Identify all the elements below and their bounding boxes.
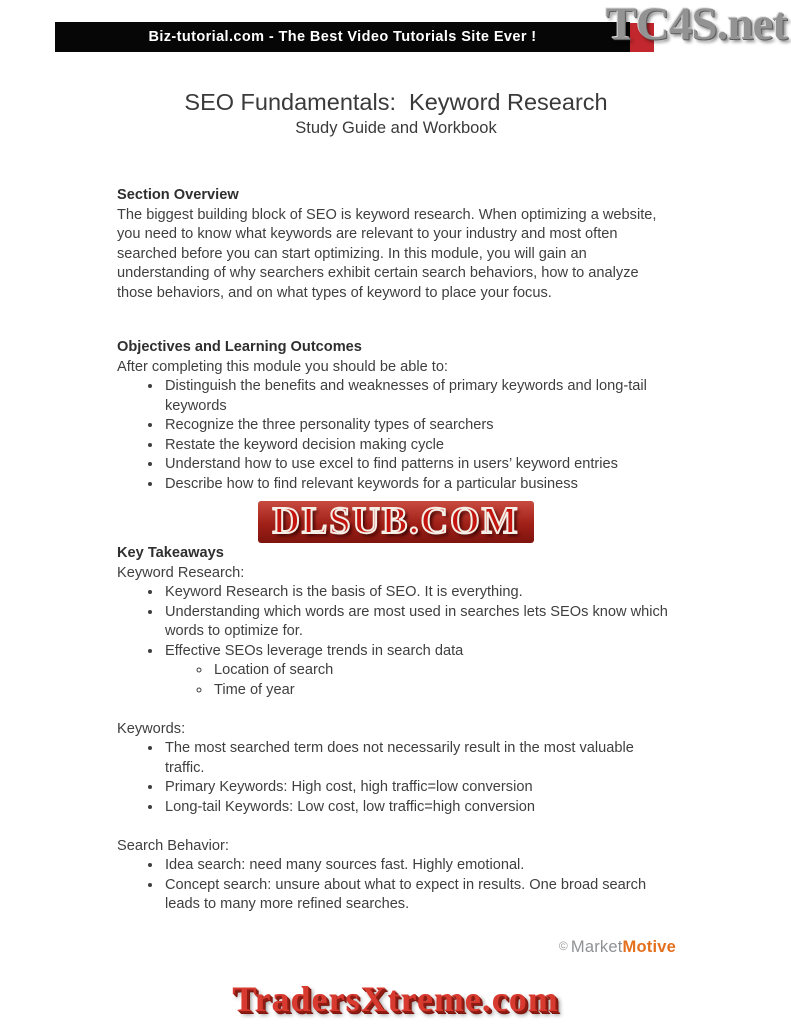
list-item: • Recognize the three personality types of searchers <box>163 416 675 436</box>
keyword-research-subheading: Keyword Research: <box>117 564 245 581</box>
sub-list-item: ◦ Time of year <box>212 681 675 701</box>
tc4s-watermark: TC4S.net <box>605 0 787 50</box>
list-item: • Restate the keyword decision making cycle <box>163 436 675 456</box>
list-item-text: Effective SEOs leverage trends in search data <box>165 642 464 659</box>
copyright-icon: © <box>558 939 568 953</box>
list-item: • Keyword Research is the basis of SEO. It is everything. <box>163 583 675 603</box>
objectives-intro: After completing this module you should be able to: <box>117 358 448 375</box>
top-banner <box>55 22 630 52</box>
list-item: • The most searched term does not necessarily result in the most valuable traffic. <box>163 739 675 778</box>
marketmotive-logo <box>559 938 676 957</box>
key-takeaways-heading: Key Takeaways <box>117 545 224 561</box>
list-item: • Understanding which words are most used in searches lets SEOs know which words to optimize for. <box>163 603 675 642</box>
dlsub-watermark: DLSUB.COM <box>258 501 533 543</box>
list-item: • Distinguish the benefits and weaknesses of primary keywords and long-tail keywords <box>163 377 675 416</box>
list-item: • Primary Keywords: High cost, high traffic=low conversion <box>163 778 675 798</box>
objectives-list <box>117 377 675 494</box>
key-takeaways-list <box>117 583 675 700</box>
list-item: • Understand how to use excel to find patterns in users’ keyword entries <box>163 455 675 475</box>
section-overview-body: The biggest building block of SEO is keyword research. When optimizing a website, you need to know what keywords are relevant to your industry and most often searched before you can start optimizing. In this module, you will gain an understanding of why searchers exhibit certain search behaviors, how to analyze those behaviors, and on what types of keyword to place your focus. <box>117 206 657 301</box>
list-item <box>163 642 675 701</box>
search-behavior-list <box>117 856 675 915</box>
search-behavior-heading: Search Behavior: <box>117 837 229 854</box>
list-item: • Describe how to find relevant keywords for a particular business <box>163 475 675 495</box>
keywords-list <box>117 739 675 817</box>
keywords-heading: Keywords: <box>117 720 186 737</box>
objectives-heading: Objectives and Learning Outcomes <box>117 339 362 355</box>
page-subtitle: Study Guide and Workbook <box>295 119 497 137</box>
brand-market: Market <box>570 938 623 956</box>
top-banner-text: Biz-tutorial.com - The Best Video Tutorials Site Ever ! <box>148 29 537 45</box>
tradersxtreme-watermark: TradersXtreme.com <box>232 979 559 1019</box>
list-item: • Idea search: need many sources fast. Highly emotional. <box>163 856 675 876</box>
list-item: • Concept search: unsure about what to expect in results. One broad search leads to many more refined searches. <box>163 876 675 915</box>
list-item: • Long-tail Keywords: Low cost, low traffic=high conversion <box>163 798 675 818</box>
brand-motive: Motive <box>622 938 676 956</box>
sub-list-item: ◦ Location of search <box>212 661 675 681</box>
section-overview-heading: Section Overview <box>117 187 239 203</box>
sub-bullet-list <box>165 661 675 700</box>
page-title: SEO Fundamentals: Keyword Research <box>184 89 608 115</box>
document-content <box>117 88 675 915</box>
